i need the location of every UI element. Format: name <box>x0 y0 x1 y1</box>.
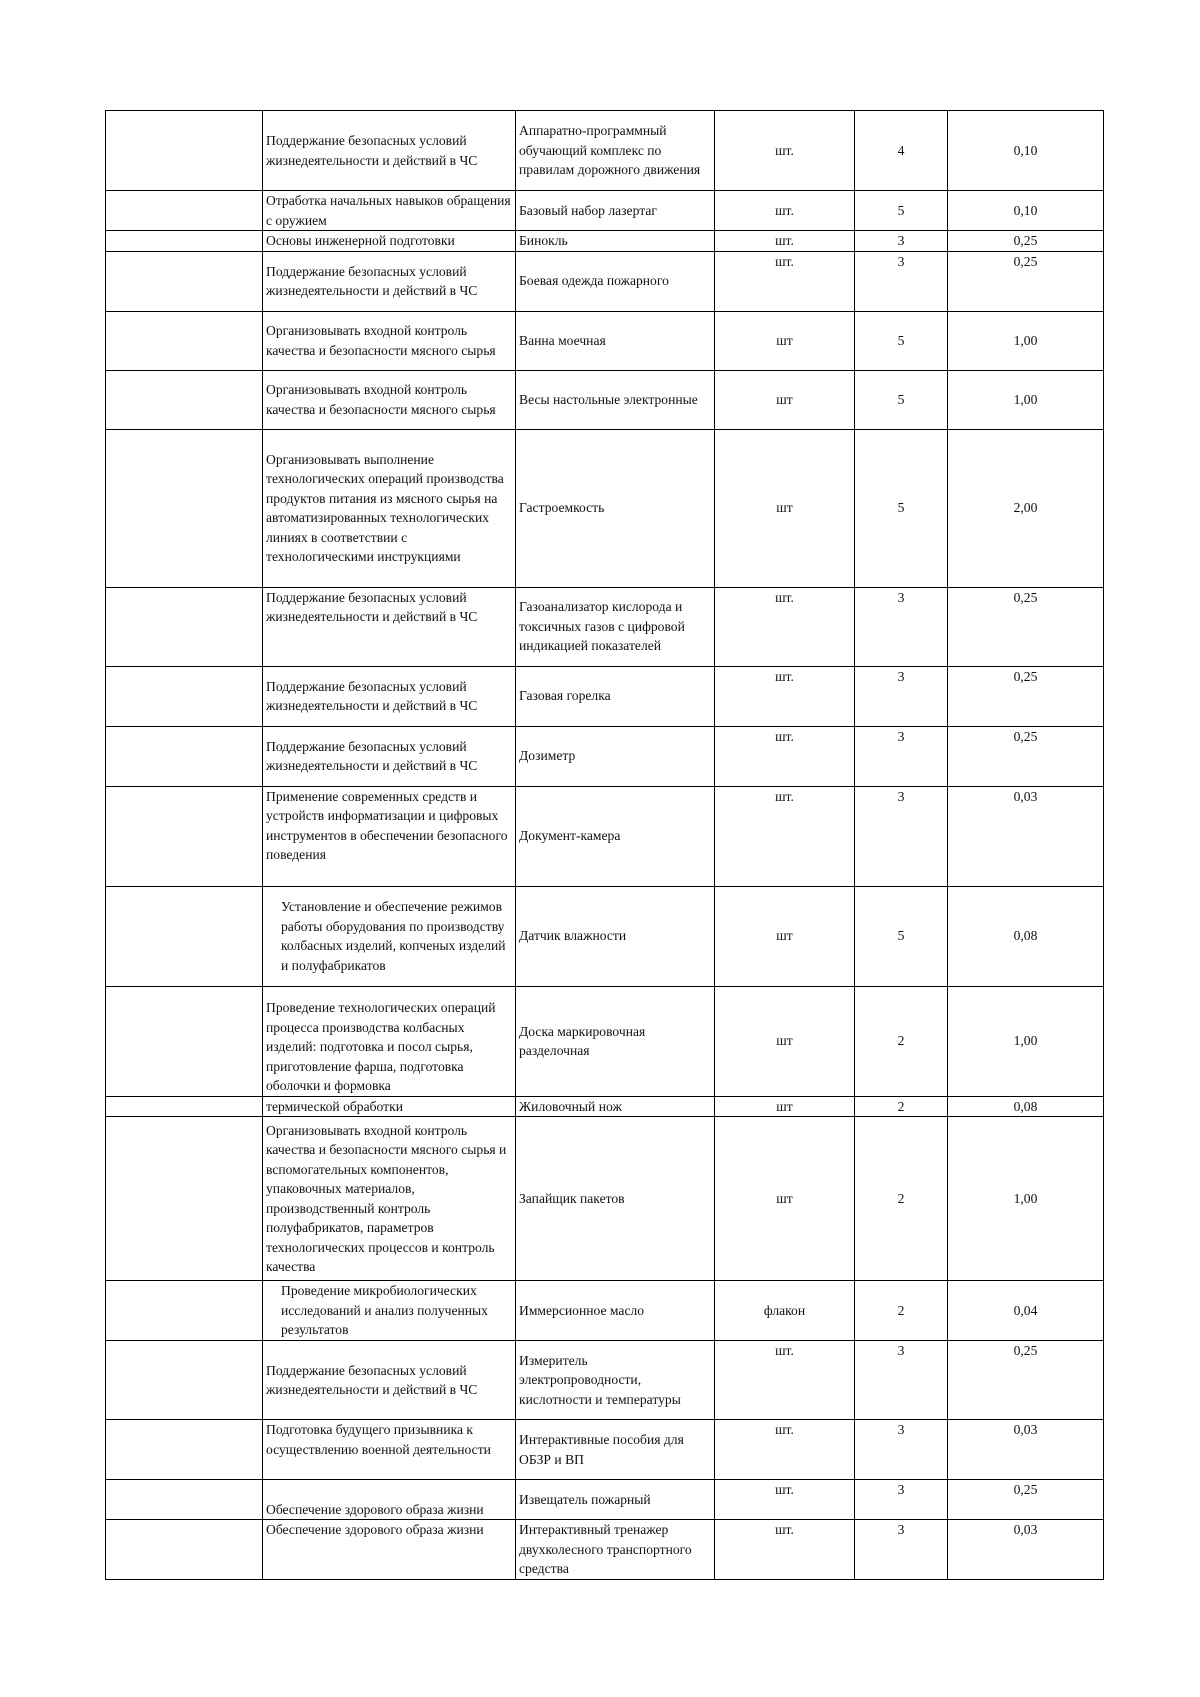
table-row <box>106 1281 1104 1341</box>
quantity-cell: 3 <box>855 726 948 786</box>
unit-cell: шт. <box>715 666 855 726</box>
quantity-cell: 4 <box>855 111 948 191</box>
row-number-cell <box>106 1096 263 1117</box>
quantity-cell: 3 <box>855 786 948 886</box>
item-cell: Датчик влажности <box>516 886 715 986</box>
table-row <box>106 429 1104 587</box>
row-number-cell <box>106 1480 263 1520</box>
subject-cell: Обеспечение здорового образа жизни <box>263 1520 516 1580</box>
coefficient-cell: 0,03 <box>948 1520 1104 1580</box>
subject-cell: Организовывать входной контроль качества и безопасности мясного сырья <box>263 370 516 429</box>
coefficient-cell: 1,00 <box>948 370 1104 429</box>
unit-cell: шт. <box>715 1420 855 1480</box>
subject-cell: Основы инженерной подготовки <box>263 231 516 252</box>
subject-cell: Применение современных средств и устройств информатизации и цифровых инструментов в обеспечении безопасного поведения <box>263 786 516 886</box>
coefficient-cell: 1,00 <box>948 1117 1104 1281</box>
row-number-cell <box>106 429 263 587</box>
item-cell: Газовая горелка <box>516 666 715 726</box>
quantity-cell: 3 <box>855 1520 948 1580</box>
coefficient-cell: 0,10 <box>948 191 1104 231</box>
coefficient-cell: 0,10 <box>948 111 1104 191</box>
table-row <box>106 231 1104 252</box>
row-number-cell <box>106 251 263 311</box>
coefficient-cell: 2,00 <box>948 429 1104 587</box>
subject-cell: термической обработки <box>263 1096 516 1117</box>
quantity-cell: 5 <box>855 370 948 429</box>
unit-cell: шт. <box>715 726 855 786</box>
item-cell: Дозиметр <box>516 726 715 786</box>
item-cell: Интерактивный тренажер двухколесного транспортного средства <box>516 1520 715 1580</box>
subject-cell: Поддержание безопасных условий жизнедеятельности и действий в ЧС <box>263 1341 516 1420</box>
coefficient-cell: 0,25 <box>948 587 1104 666</box>
unit-cell: шт. <box>715 251 855 311</box>
quantity-cell: 3 <box>855 666 948 726</box>
row-number-cell <box>106 666 263 726</box>
table-row <box>106 1420 1104 1480</box>
subject-cell: Организовывать входной контроль качества и безопасности мясного сырья и вспомогательных компонентов, упаковочных материалов, производственный контроль полуфабрикатов, параметров технологических процессов и контроль качества <box>263 1117 516 1281</box>
table-row <box>106 1480 1104 1520</box>
table-row <box>106 1096 1104 1117</box>
coefficient-cell: 0,25 <box>948 726 1104 786</box>
unit-cell: шт <box>715 311 855 370</box>
table-row <box>106 986 1104 1096</box>
quantity-cell: 5 <box>855 191 948 231</box>
row-number-cell <box>106 370 263 429</box>
item-cell: Аппаратно-программный обучающий комплекс по правилам дорожного движения <box>516 111 715 191</box>
row-number-cell <box>106 191 263 231</box>
subject-cell: Отработка начальных навыков обращения с оружием <box>263 191 516 231</box>
subject-cell: Организовывать выполнение технологических операций производства продуктов питания из мясного сырья на автоматизированных технологических линиях в соответствии с технологическими инструкциями <box>263 429 516 587</box>
item-cell: Гастроемкость <box>516 429 715 587</box>
table-row <box>106 786 1104 886</box>
unit-cell: шт. <box>715 1341 855 1420</box>
table-row <box>106 191 1104 231</box>
table-row <box>106 111 1104 191</box>
subject-cell: Организовывать входной контроль качества и безопасности мясного сырья <box>263 311 516 370</box>
quantity-cell: 3 <box>855 1420 948 1480</box>
coefficient-cell: 0,25 <box>948 1341 1104 1420</box>
unit-cell: шт <box>715 886 855 986</box>
unit-cell: шт. <box>715 587 855 666</box>
subject-cell: Поддержание безопасных условий жизнедеятельности и действий в ЧС <box>263 587 516 666</box>
item-cell: Весы настольные электронные <box>516 370 715 429</box>
row-number-cell <box>106 1420 263 1480</box>
unit-cell: шт. <box>715 191 855 231</box>
unit-cell: флакон <box>715 1281 855 1341</box>
item-cell: Базовый набор лазертаг <box>516 191 715 231</box>
row-number-cell <box>106 311 263 370</box>
row-number-cell <box>106 587 263 666</box>
coefficient-cell: 0,25 <box>948 1480 1104 1520</box>
quantity-cell: 2 <box>855 1281 948 1341</box>
item-cell: Интерактивные пособия для ОБЗР и ВП <box>516 1420 715 1480</box>
coefficient-cell: 0,25 <box>948 666 1104 726</box>
unit-cell: шт. <box>715 111 855 191</box>
item-cell: Документ-камера <box>516 786 715 886</box>
coefficient-cell: 0,08 <box>948 1096 1104 1117</box>
quantity-cell: 2 <box>855 986 948 1096</box>
item-cell: Извещатель пожарный <box>516 1480 715 1520</box>
row-number-cell <box>106 111 263 191</box>
coefficient-cell: 0,03 <box>948 786 1104 886</box>
quantity-cell: 5 <box>855 429 948 587</box>
quantity-cell: 3 <box>855 587 948 666</box>
coefficient-cell: 1,00 <box>948 311 1104 370</box>
coefficient-cell: 1,00 <box>948 986 1104 1096</box>
subject-cell: Поддержание безопасных условий жизнедеятельности и действий в ЧС <box>263 111 516 191</box>
quantity-cell: 2 <box>855 1096 948 1117</box>
quantity-cell: 3 <box>855 251 948 311</box>
coefficient-cell: 0,25 <box>948 231 1104 252</box>
quantity-cell: 3 <box>855 1341 948 1420</box>
unit-cell: шт. <box>715 786 855 886</box>
table-row <box>106 726 1104 786</box>
table-row <box>106 1341 1104 1420</box>
subject-cell: Проведение микробиологических исследований и анализ полученных результатов <box>263 1281 516 1341</box>
coefficient-cell: 0,03 <box>948 1420 1104 1480</box>
table-row <box>106 587 1104 666</box>
row-number-cell <box>106 231 263 252</box>
row-number-cell <box>106 1341 263 1420</box>
item-cell: Газоанализатор кислорода и токсичных газов с цифровой индикацией показателей <box>516 587 715 666</box>
subject-cell: Подготовка будущего призывника к осуществлению военной деятельности <box>263 1420 516 1480</box>
row-number-cell <box>106 1281 263 1341</box>
row-number-cell <box>106 986 263 1096</box>
unit-cell: шт <box>715 986 855 1096</box>
item-cell: Иммерсионное масло <box>516 1281 715 1341</box>
quantity-cell: 3 <box>855 1480 948 1520</box>
subject-cell: Обеспечение здорового образа жизни <box>263 1480 516 1520</box>
quantity-cell: 5 <box>855 886 948 986</box>
coefficient-cell: 0,08 <box>948 886 1104 986</box>
table-row <box>106 370 1104 429</box>
quantity-cell: 3 <box>855 231 948 252</box>
subject-cell: Установление и обеспечение режимов работы оборудования по производству колбасных изделий, копченых изделий и полуфабрикатов <box>263 886 516 986</box>
equipment-table <box>105 110 1104 1580</box>
item-cell: Запайщик пакетов <box>516 1117 715 1281</box>
table-row <box>106 251 1104 311</box>
unit-cell: шт <box>715 1117 855 1281</box>
unit-cell: шт. <box>715 231 855 252</box>
unit-cell: шт <box>715 1096 855 1117</box>
row-number-cell <box>106 1520 263 1580</box>
item-cell: Боевая одежда пожарного <box>516 251 715 311</box>
subject-cell: Поддержание безопасных условий жизнедеятельности и действий в ЧС <box>263 251 516 311</box>
item-cell: Бинокль <box>516 231 715 252</box>
coefficient-cell: 0,25 <box>948 251 1104 311</box>
subject-cell: Проведение технологических операций процесса производства колбасных изделий: подготовка и посол сырья, приготовление фарша, подготовка оболочки и формовка <box>263 986 516 1096</box>
subject-cell: Поддержание безопасных условий жизнедеятельности и действий в ЧС <box>263 666 516 726</box>
unit-cell: шт <box>715 429 855 587</box>
item-cell: Жиловочный нож <box>516 1096 715 1117</box>
item-cell: Ванна моечная <box>516 311 715 370</box>
table-row <box>106 1520 1104 1580</box>
row-number-cell <box>106 786 263 886</box>
coefficient-cell: 0,04 <box>948 1281 1104 1341</box>
subject-cell: Поддержание безопасных условий жизнедеятельности и действий в ЧС <box>263 726 516 786</box>
unit-cell: шт. <box>715 1480 855 1520</box>
table-row <box>106 886 1104 986</box>
table-row <box>106 1117 1104 1281</box>
table-row <box>106 666 1104 726</box>
quantity-cell: 5 <box>855 311 948 370</box>
item-cell: Измеритель электропроводности, кислотности и температуры <box>516 1341 715 1420</box>
table-row <box>106 311 1104 370</box>
quantity-cell: 2 <box>855 1117 948 1281</box>
row-number-cell <box>106 886 263 986</box>
unit-cell: шт <box>715 370 855 429</box>
row-number-cell <box>106 726 263 786</box>
item-cell: Доска маркировочная разделочная <box>516 986 715 1096</box>
unit-cell: шт. <box>715 1520 855 1580</box>
row-number-cell <box>106 1117 263 1281</box>
